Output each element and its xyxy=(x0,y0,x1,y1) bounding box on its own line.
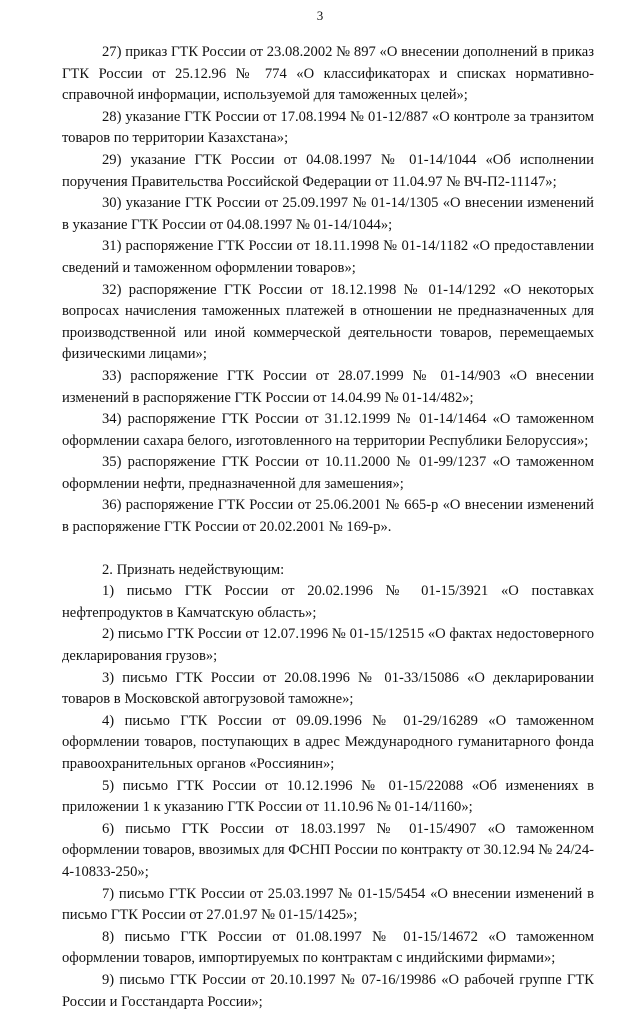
list-item: 28) указание ГТК России от 17.08.1994 № 01-12/887 «О контроле за транзитом товаров по территории Казахстана»; xyxy=(62,108,594,147)
list-item: 6) письмо ГТК России от 18.03.1997 № 01-15/4907 «О таможенном оформлении товаров, ввозимых для ФСНП России по контракту от 30.12.94 № 24/24-4-10833-250»; xyxy=(62,820,594,880)
list-item: 27) приказ ГТК России от 23.08.2002 № 897 «О внесении дополнений в приказ ГТК России от 25.12.96 № 774 «О классификаторах и списках нормативно-справочной информации, используемой для таможенных целей»; xyxy=(62,44,594,104)
list-item: 33) распоряжение ГТК России от 28.07.1999 № 01-14/903 «О внесении изменений в распоряжение ГТК России от 14.04.99 № 01-14/482»; xyxy=(62,367,594,406)
list-item: 2) письмо ГТК России от 12.07.1996 № 01-15/12515 «О фактах недостоверного декларирования грузов»; xyxy=(62,626,594,665)
list-item: 30) указание ГТК России от 25.09.1997 № 01-14/1305 «О внесении изменений в указание ГТК России от 04.08.1997 № 01-14/1044»; xyxy=(62,195,594,233)
list-item: 31) распоряжение ГТК России от 18.11.1998 № 01-14/1182 «О предоставлении сведений и таможенном оформлении товаров»; xyxy=(62,238,594,276)
list-item: 3) письмо ГТК России от 20.08.1996 № 01-33/15086 «О декларировании товаров в Московской автогрузовой таможне»; xyxy=(62,669,594,708)
document-body xyxy=(62,42,594,1013)
section-heading: 2. Признать недействующим: xyxy=(102,561,285,578)
list-item: 9) письмо ГТК России от 20.10.1997 № 07-16/19986 «О рабочей группе ГТК России и Госстандарта России»; xyxy=(62,971,594,1010)
list-item: 4) письмо ГТК России от 09.09.1996 № 01-29/16289 «О таможенном оформлении товаров, поступающих в адрес Международного гуманитарного фонда правоохранительных органов «Россиянин»; xyxy=(62,712,594,772)
list-item: 1) письмо ГТК России от 20.02.1996 № 01-15/3921 «О поставках нефтепродуктов в Камчатскую область»; xyxy=(62,583,594,621)
list-item: 8) письмо ГТК России от 01.08.1997 № 01-15/14672 «О таможенном оформлении товаров, импортируемых по контрактам с индийскими фирмами»; xyxy=(62,928,594,967)
list-item: 32) распоряжение ГТК России от 18.12.1998 № 01-14/1292 «О некоторых вопросах начисления таможенных платежей в отношении не предназначенных для производственной или иной коммерческой деятельности товаров, перемещаемых физическими лицами»; xyxy=(62,281,594,363)
list-item: 35) распоряжение ГТК России от 10.11.2000 № 01-99/1237 «О таможенном оформлении нефти, предназначенной для замешения»; xyxy=(62,454,594,492)
list-item: 36) распоряжение ГТК России от 25.06.2001 № 665-р «О внесении изменений в распоряжение ГТК России от 20.02.2001 № 169-р». xyxy=(62,497,594,536)
page-number: 3 xyxy=(316,8,324,23)
list-item: 29) указание ГТК России от 04.08.1997 № 01-14/1044 «Об исполнении поручения Правительства Российской Федерации от 11.04.97 № ВЧ-П2-11147»; xyxy=(62,151,594,190)
list-item: 5) письмо ГТК России от 10.12.1996 № 01-15/22088 «Об изменениях в приложении 1 к указанию ГТК России от 11.10.96 № 01-14/1160»; xyxy=(62,777,594,816)
list-item: 7) письмо ГТК России от 25.03.1997 № 01-15/5454 «О внесении изменений в письмо ГТК России от 27.01.97 № 01-15/1425»; xyxy=(62,885,594,924)
list-item: 34) распоряжение ГТК России от 31.12.1999 № 01-14/1464 «О таможенном оформлении сахара белого, изготовленного на территории Республики Белоруссия»; xyxy=(62,411,594,449)
